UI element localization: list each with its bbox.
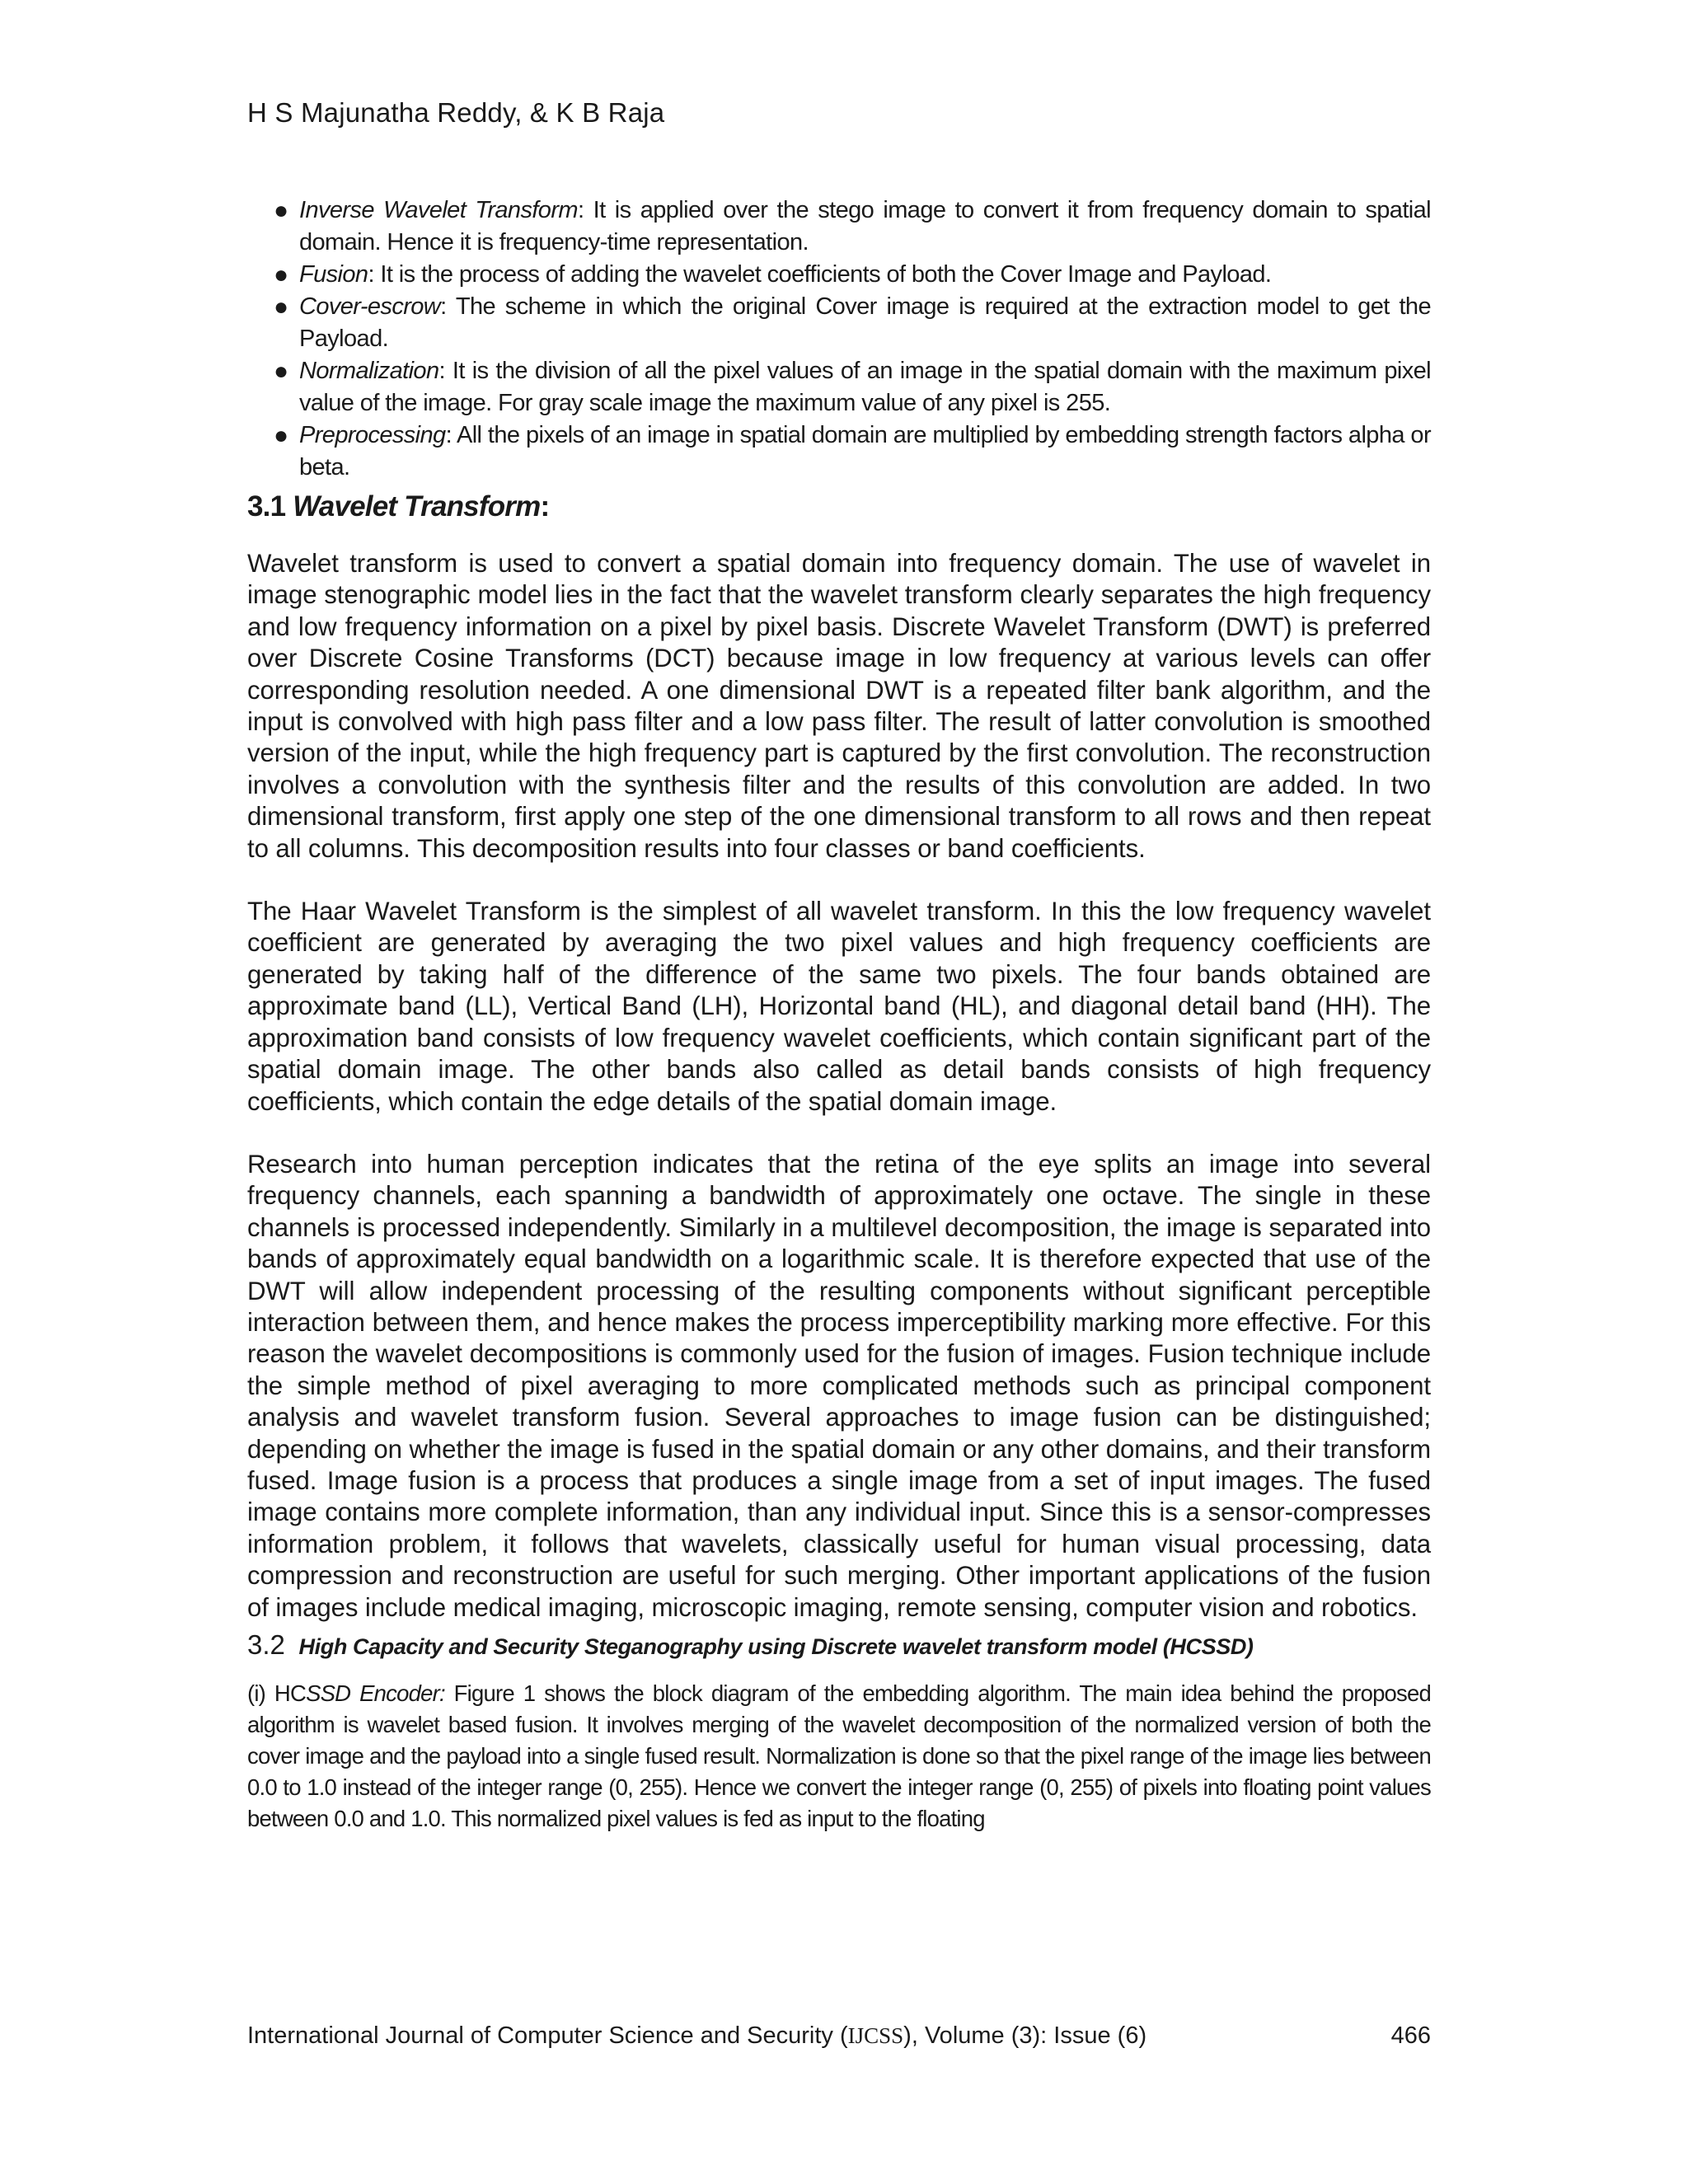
bullet-icon: ● bbox=[274, 197, 288, 224]
bullet-icon: ● bbox=[274, 293, 288, 321]
definition-list bbox=[247, 194, 1431, 484]
section-number: 3.1 bbox=[247, 490, 286, 523]
footer-journal-citation bbox=[247, 2022, 1146, 2050]
section-heading-hcssd bbox=[247, 1625, 1431, 1666]
footer-volume-issue: ), Volume (3): Issue (6) bbox=[903, 2022, 1147, 2049]
bullet-icon: ● bbox=[274, 358, 288, 385]
section-title: Wavelet Transform bbox=[293, 490, 541, 523]
footer-journal-abbr: IJCSS bbox=[847, 2023, 904, 2048]
definition-term: Preprocessing bbox=[299, 422, 446, 448]
footer-journal-name: International Journal of Computer Science and Security ( bbox=[247, 2022, 848, 2049]
definition-text: : The scheme in which the original Cover image is required at the extraction model to get the Payload. bbox=[299, 293, 1431, 352]
encoder-lead: (i) HC bbox=[247, 1680, 307, 1706]
page-footer bbox=[247, 2022, 1431, 2050]
body-paragraph: Wavelet transform is used to convert a spatial domain into frequency domain. The use of wavelet in image stenographic model lies in the fact that the wavelet transform clearly separates the high frequency and low frequency information on a pixel by pixel basis. Discrete Wavelet Transform (DWT) is preferred over Discrete Cosine Transforms (DCT) because image in low frequency at various levels can offer corresponding resolution needed. A one dimensional DWT is a repeated filter bank algorithm, and the input is convolved with high pass filter and a low pass filter. The result of latter convolution is smoothed version of the input, while the high frequency part is captured by the first convolution. The reconstruction involves a convolution with the synthesis filter and the results of this convolution are added. In two dimensional transform, first apply one step of the one dimensional transform to all rows and then repeat to all columns. This decomposition results into four classes or band coefficients. bbox=[247, 549, 1431, 863]
section-number: 3.2 bbox=[247, 1629, 285, 1660]
body-paragraph: The Haar Wavelet Transform is the simplest of all wavelet transform. In this the low frequency wavelet coefficient are generated by averaging the two pixel values and high frequency coefficients are generated by taking half of the difference of the same two pixels. The four bands obtained are approximate band (LL), Vertical Band (LH), Horizontal band (HL), and diagonal detail band (HH). The approximation band consists of low frequency wavelet coefficients, which contain significant part of the spatial domain image. The other bands also called as detail bands consists of high frequency coefficients, which contain the edge details of the spatial domain image. bbox=[247, 897, 1431, 1116]
definition-text: : All the pixels of an image in spatial domain are multiplied by embedding strength factors alpha or beta. bbox=[299, 422, 1431, 480]
definition-item bbox=[247, 194, 1431, 259]
definition-term: Cover-escrow bbox=[299, 293, 441, 320]
running-head-authors: H S Majunatha Reddy, & K B Raja bbox=[247, 97, 665, 128]
definition-text: : It is applied over the stego image to convert it from frequency domain to spatial domain. Hence it is frequency-time representation. bbox=[299, 197, 1431, 255]
page-number: 466 bbox=[1390, 2022, 1431, 2049]
definition-text: : It is the process of adding the wavelet coefficients of both the Cover Image and Payload. bbox=[368, 261, 1272, 288]
body-paragraph: Research into human perception indicates that the retina of the eye splits an image into several frequency channels, each spanning a bandwidth of approximately one octave. The single in these channels is processed independently. Similarly in a multilevel decomposition, the image is separated into bands of approximately equal bandwidth on a logarithmic scale. It is therefore expected that use of the DWT will allow independent processing of the resulting components without significant perceptible interaction between them, and hence makes the process imperceptibility marking more effective. For this reason the wavelet decompositions is commonly used for the fusion of images. Fusion technique include the simple method of pixel averaging to more complicated methods such as principal component analysis and wavelet transform fusion. Several approaches to image fusion can be distinguished; depending on whether the image is fused in the spatial domain or any other domains, and their transform fused. Image fusion is a process that produces a single image from a set of input images. The fused image contains more complete information, than any individual input. Since this is a sensor-compresses information problem, it follows that wavelets, classically useful for human visual processing, data compression and reconstruction are useful for such merging. Other important applications of the fusion of images include medical imaging, microscopic imaging, remote sensing, computer vision and robotics. bbox=[247, 1149, 1431, 1622]
section-heading-wavelet-transform bbox=[247, 485, 1431, 528]
encoder-text: Figure 1 shows the block diagram of the embedding algorithm. The main idea behind the proposed algorithm is wavelet based fusion. It involves merging of the wavelet decomposition of the normalized version of both the cover image and the payload into a single fused result. Normalization is done so that the pixel range of the image lies between 0.0 to 1.0 instead of the integer range (0, 255). Hence we convert the integer range (0, 255) of pixels into floating point values between 0.0 and 1.0. This normalized pixel values is fed as input to the floating bbox=[247, 1680, 1431, 1831]
definition-term: Fusion bbox=[299, 261, 368, 288]
section-title: High Capacity and Security Steganography using Discrete wavelet transform model (HCSSD) bbox=[298, 1634, 1254, 1659]
definition-item bbox=[247, 291, 1431, 355]
definition-item bbox=[247, 259, 1431, 291]
definition-text: : It is the division of all the pixel values of an image in the spatial domain with the maximum pixel value of the image. For gray scale image the maximum value of any pixel is 255. bbox=[299, 358, 1431, 416]
definition-item bbox=[247, 419, 1431, 484]
definition-term: Normalization bbox=[299, 358, 439, 384]
encoder-lead-italic: SSD Encoder: bbox=[306, 1680, 445, 1706]
definition-term: Inverse Wavelet Transform bbox=[299, 197, 578, 223]
section-title-colon: : bbox=[540, 490, 550, 523]
bullet-icon: ● bbox=[274, 422, 288, 449]
main-content bbox=[247, 194, 1431, 1835]
definition-item bbox=[247, 355, 1431, 419]
encoder-paragraph bbox=[247, 1678, 1431, 1835]
bullet-icon: ● bbox=[274, 261, 288, 288]
